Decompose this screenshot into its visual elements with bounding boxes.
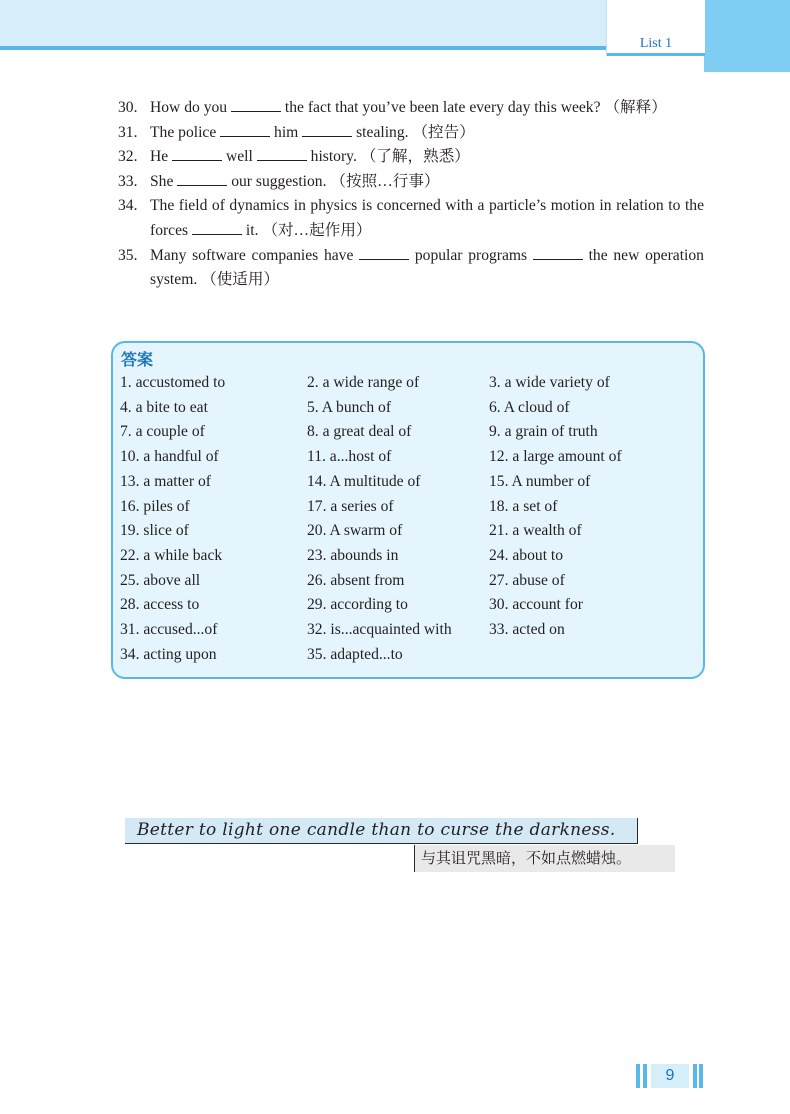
answer-row xyxy=(120,396,700,421)
question-number: 35. xyxy=(118,246,138,264)
answer-blank xyxy=(257,146,307,161)
answer-row xyxy=(120,420,700,445)
question-number: 32. xyxy=(118,148,138,166)
answer-item: 17. a series of xyxy=(307,497,394,515)
answer-item: 30. account for xyxy=(489,596,583,614)
answer-item: 21. a wealth of xyxy=(489,522,582,540)
question-text-segment: the new operation system. （使适用） xyxy=(150,246,704,289)
answer-item: 4. a bite to eat xyxy=(120,398,208,416)
answer-item: 32. is...acquainted with xyxy=(307,621,452,639)
question-text-segment: him xyxy=(270,123,303,141)
answer-item: 16. piles of xyxy=(120,497,190,515)
answer-title: 答案 xyxy=(121,350,154,369)
answer-item: 14. A multitude of xyxy=(307,472,421,490)
answer-row xyxy=(120,445,700,470)
question-number: 33. xyxy=(118,172,138,190)
answer-item: 35. adapted...to xyxy=(307,645,403,663)
answer-item: 11. a...host of xyxy=(307,448,392,466)
question-item xyxy=(118,121,704,146)
answer-item: 27. abuse of xyxy=(489,571,565,589)
question-text-segment: the fact that you’ve been late every day this week? （解释） xyxy=(281,99,667,116)
question-text-segment: How do you xyxy=(150,99,231,116)
answer-item: 24. about to xyxy=(489,546,564,564)
answer-row xyxy=(120,544,700,569)
question-text xyxy=(150,244,704,293)
answer-item: 20. A swarm of xyxy=(307,522,403,540)
answer-item: 23. abounds in xyxy=(307,546,399,564)
answer-item: 26. absent from xyxy=(307,571,405,589)
question-item xyxy=(118,145,704,170)
answer-item: 33. acted on xyxy=(489,621,565,639)
answer-item: 3. a wide variety of xyxy=(489,374,610,391)
quote-chinese-box xyxy=(414,845,675,872)
answer-row xyxy=(120,618,700,643)
question-text xyxy=(150,121,704,146)
page-number: 9 xyxy=(665,1067,675,1084)
answer-blank xyxy=(231,97,281,112)
question-item xyxy=(118,194,704,243)
answer-item: 1. accustomed to xyxy=(120,374,226,391)
answer-item: 9. a grain of truth xyxy=(489,423,598,441)
quote-english: Better to light one candle than to curse the darkness. xyxy=(137,820,616,840)
answer-blank xyxy=(172,146,222,161)
list-label: List 1 xyxy=(639,36,673,51)
answer-item: 10. a handful of xyxy=(120,448,219,466)
answer-blank xyxy=(177,171,227,186)
answer-blank xyxy=(192,220,242,235)
answer-blank xyxy=(302,122,352,137)
header-accent-block xyxy=(704,0,790,72)
answer-row xyxy=(120,643,700,668)
question-text xyxy=(150,194,704,243)
answer-item: 18. a set of xyxy=(489,497,558,515)
answer-row xyxy=(120,371,700,396)
answer-blank xyxy=(359,245,409,260)
question-number: 31. xyxy=(118,123,138,141)
question-number: 34. xyxy=(118,197,138,215)
answer-row xyxy=(120,470,700,495)
page-number-bar xyxy=(636,1064,640,1088)
question-list xyxy=(118,96,704,293)
answer-item: 31. accused...of xyxy=(120,621,218,639)
question-number: 30. xyxy=(118,99,138,116)
question-item xyxy=(118,96,704,121)
question-text-segment: it. （对…起作用） xyxy=(242,221,372,239)
answer-item: 15. A number of xyxy=(489,472,591,490)
quote-english-box xyxy=(125,818,638,844)
question-text-segment: The police xyxy=(150,123,221,141)
answer-item: 2. a wide range of xyxy=(307,374,420,391)
question-text-segment: well xyxy=(222,148,257,166)
list-tab xyxy=(606,0,705,56)
question-text-segment: history. （了解，熟悉） xyxy=(306,148,470,166)
question-text-segment: popular programs xyxy=(409,246,533,264)
question-text xyxy=(150,170,704,195)
page-number-bar xyxy=(643,1064,647,1088)
answer-row xyxy=(120,593,700,618)
answer-item: 19. slice of xyxy=(120,522,189,540)
answer-item: 25. above all xyxy=(120,571,201,589)
question-text-segment: Many software companies have xyxy=(150,246,360,264)
question-item xyxy=(118,244,704,293)
answer-row xyxy=(120,519,700,544)
answer-blank xyxy=(220,122,270,137)
answer-item: 28. access to xyxy=(120,596,200,614)
answer-grid xyxy=(120,371,700,667)
answer-blank xyxy=(533,245,583,260)
question-text-segment: stealing. （控告） xyxy=(352,123,475,141)
answer-item: 34. acting upon xyxy=(120,645,217,663)
answer-item: 13. a matter of xyxy=(120,472,211,490)
answer-item: 5. A bunch of xyxy=(307,398,392,416)
question-text-segment: The field of dynamics in physics is concerned with a particle’s motion in relation to the forces xyxy=(150,197,704,239)
question-text-segment: our suggestion. （按照…行事） xyxy=(227,172,440,190)
question-text xyxy=(150,145,704,170)
answer-item: 12. a large amount of xyxy=(489,448,622,466)
page-number-bar xyxy=(693,1064,697,1088)
answer-item: 22. a while back xyxy=(120,546,223,564)
answer-row xyxy=(120,569,700,594)
question-text xyxy=(150,96,704,121)
question-text-segment: He xyxy=(150,148,173,166)
answer-box xyxy=(111,341,705,679)
answer-item: 29. according to xyxy=(307,596,408,614)
question-item xyxy=(118,170,704,195)
question-text-segment: She xyxy=(150,172,178,190)
answer-row xyxy=(120,495,700,520)
quote-chinese: 与其诅咒黑暗，不如点燃蜡烛。 xyxy=(421,849,632,867)
answer-item: 8. a great deal of xyxy=(307,423,412,441)
page-number-bar xyxy=(699,1064,703,1088)
answer-item xyxy=(489,643,689,668)
list-tab-rule xyxy=(607,53,705,56)
answer-item: 7. a couple of xyxy=(120,423,205,441)
answer-item: 6. A cloud of xyxy=(489,398,570,416)
